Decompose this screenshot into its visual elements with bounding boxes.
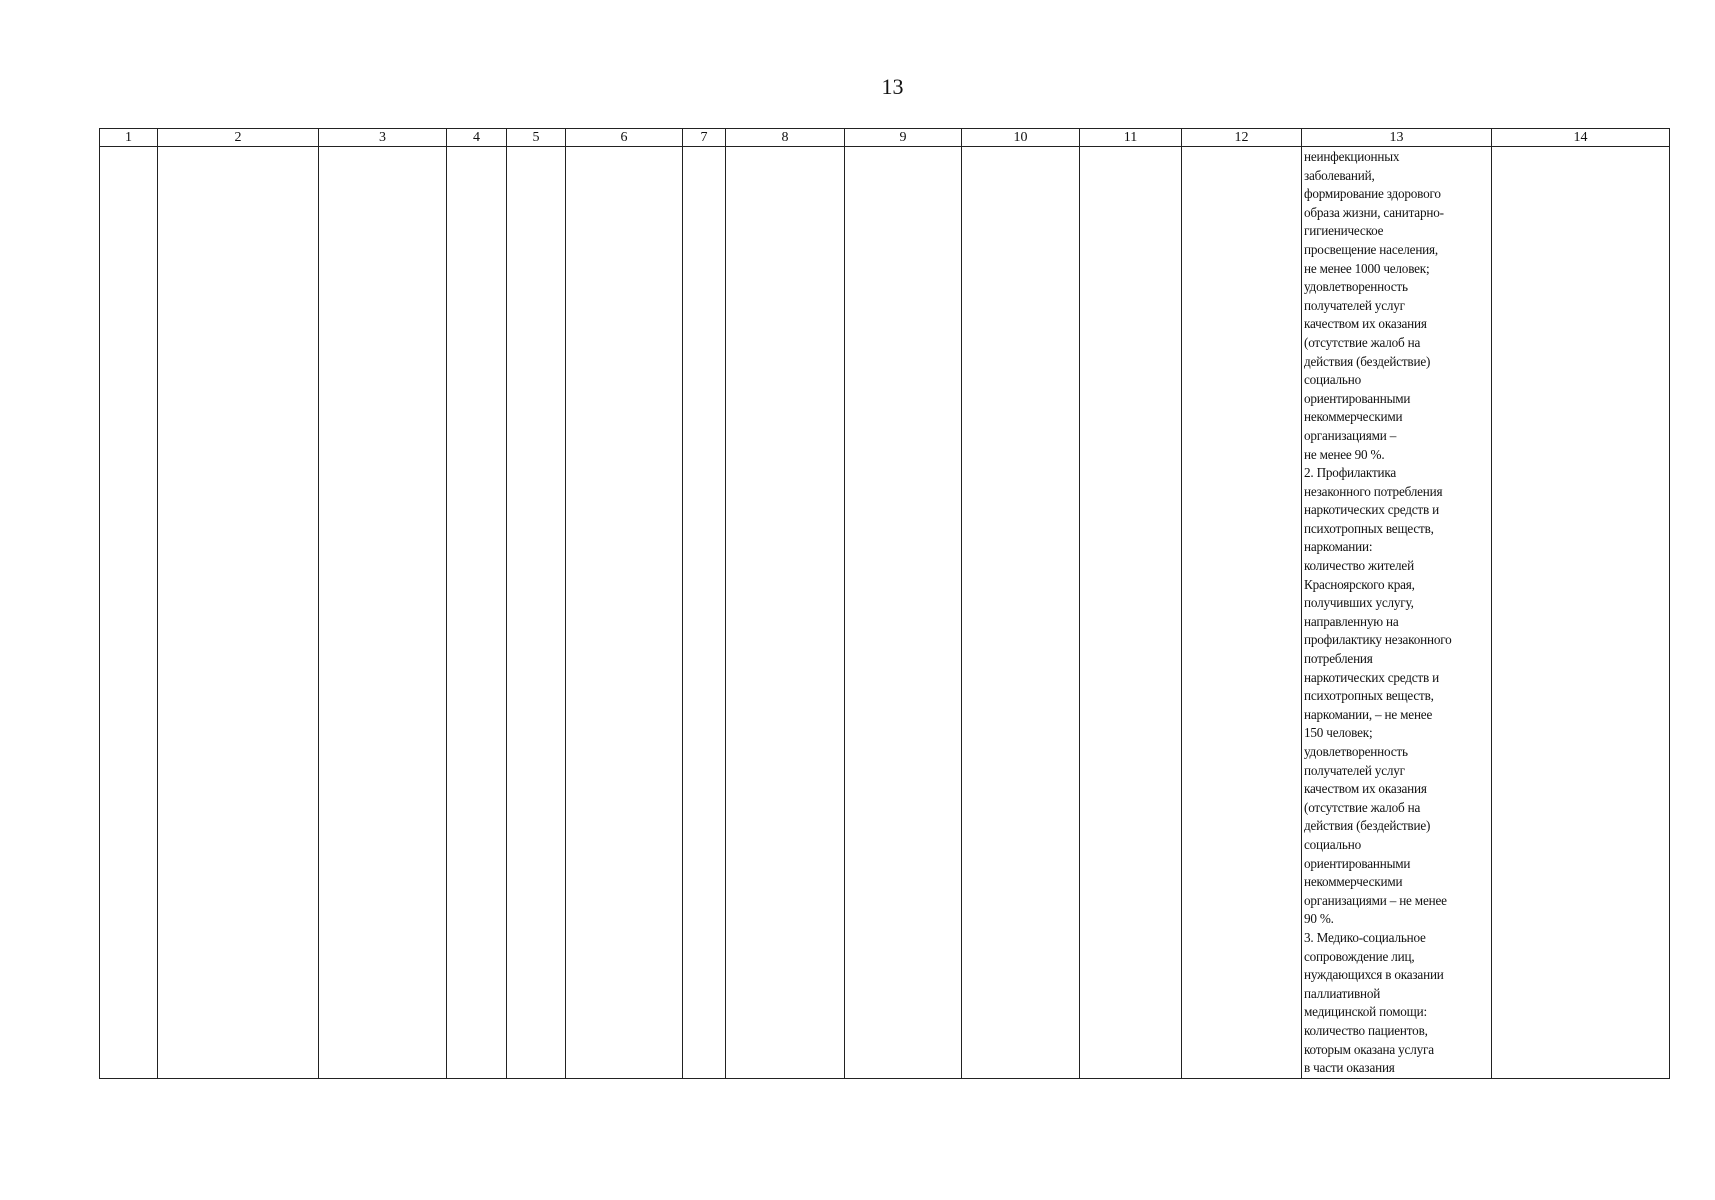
text-line: социально [1304,836,1361,852]
text-line: психотропных веществ, [1304,688,1434,704]
text-line: социально [1304,372,1361,388]
text-line: организациями – [1304,427,1397,443]
column-header: 1 [100,129,158,147]
column-header: 2 [158,129,319,147]
text-line: качеством их оказания [1304,781,1427,797]
text-line: удовлетворенность [1304,744,1408,759]
text-line: психотропных веществ, [1304,520,1434,536]
text-line: (отсутствие жалоб на [1304,334,1421,350]
data-table [99,128,1670,1079]
table-cell [962,147,1080,1079]
text-line: ориентированными [1304,390,1411,406]
table-cell [1080,147,1182,1079]
table-cell [158,147,319,1079]
column-header: 10 [962,129,1080,147]
text-line: качеством их оказания [1304,316,1427,332]
table-cell [1492,147,1670,1079]
text-line: которым оказана услуга [1304,1041,1434,1057]
text-line: 2. Профилактика [1304,465,1397,481]
table-cell [566,147,683,1079]
text-line: 150 человек; [1304,725,1373,741]
text-line: получателей услуг [1304,297,1405,313]
text-line: организациями – не менее [1304,892,1447,908]
column-header: 4 [447,129,507,147]
table-cell [507,147,566,1079]
text-line: нуждающихся в оказании [1304,967,1444,983]
text-line: профилактику незаконного [1304,632,1452,648]
text-line: получивших услугу, [1304,595,1414,611]
table-cell [447,147,507,1079]
column-header: 11 [1080,129,1182,147]
table-cell [683,147,726,1079]
text-line: заболеваний, [1304,167,1375,183]
text-line: наркомании: [1304,539,1373,555]
text-line: (отсутствие жалоб на [1304,799,1421,815]
column-header: 5 [507,129,566,147]
text-line: неинфекционных [1304,149,1400,164]
text-line: некоммерческими [1304,409,1403,425]
text-line: формирование здорового [1304,186,1441,202]
column-header: 3 [319,129,447,147]
text-line: не менее 90 %. [1304,446,1385,462]
text-line: наркотических средств и [1304,669,1439,685]
text-line: ориентированными [1304,855,1411,871]
text-line: некоммерческими [1304,874,1403,890]
text-line: количество жителей [1304,558,1414,574]
column-header: 14 [1492,129,1670,147]
text-line: удовлетворенность [1304,279,1408,295]
table-cell [726,147,845,1079]
text-line: незаконного потребления [1304,483,1443,499]
text-line: 90 %. [1304,911,1334,927]
table-cell-col13 [1302,147,1492,1079]
text-line: действия (бездействие) [1304,818,1431,834]
text-line: образа жизни, санитарно- [1304,204,1444,220]
text-line: действия (бездействие) [1304,353,1431,369]
table-cell [100,147,158,1079]
column-header: 6 [566,129,683,147]
text-line: количество пациентов, [1304,1022,1428,1038]
text-line: медицинской помощи: [1304,1004,1427,1020]
header-row [100,129,1670,147]
text-line: наркотических средств и [1304,502,1439,518]
text-line: получателей услуг [1304,762,1405,778]
column-header: 8 [726,129,845,147]
col13-text [1302,147,1491,1078]
table-cell [319,147,447,1079]
column-header: 12 [1182,129,1302,147]
page-number: 13 [881,74,904,99]
table-row [100,147,1670,1079]
text-line: паллиативной [1304,985,1381,1001]
table-cell [1182,147,1302,1079]
text-line: направленную на [1304,613,1399,629]
table-cell [845,147,962,1079]
column-header: 13 [1302,129,1492,147]
text-line: гигиеническое [1304,223,1384,239]
text-line: потребления [1304,651,1373,667]
text-line: не менее 1000 человек; [1304,260,1430,276]
text-line: наркомании, – не менее [1304,706,1433,722]
column-header: 9 [845,129,962,147]
column-header: 7 [683,129,726,147]
text-line: сопровождение лиц, [1304,948,1415,964]
text-line: 3. Медико-социальное [1304,929,1426,945]
text-line: Красноярского края, [1304,576,1415,592]
text-line: в части оказания [1304,1060,1395,1076]
text-line: просвещение населения, [1304,241,1438,257]
